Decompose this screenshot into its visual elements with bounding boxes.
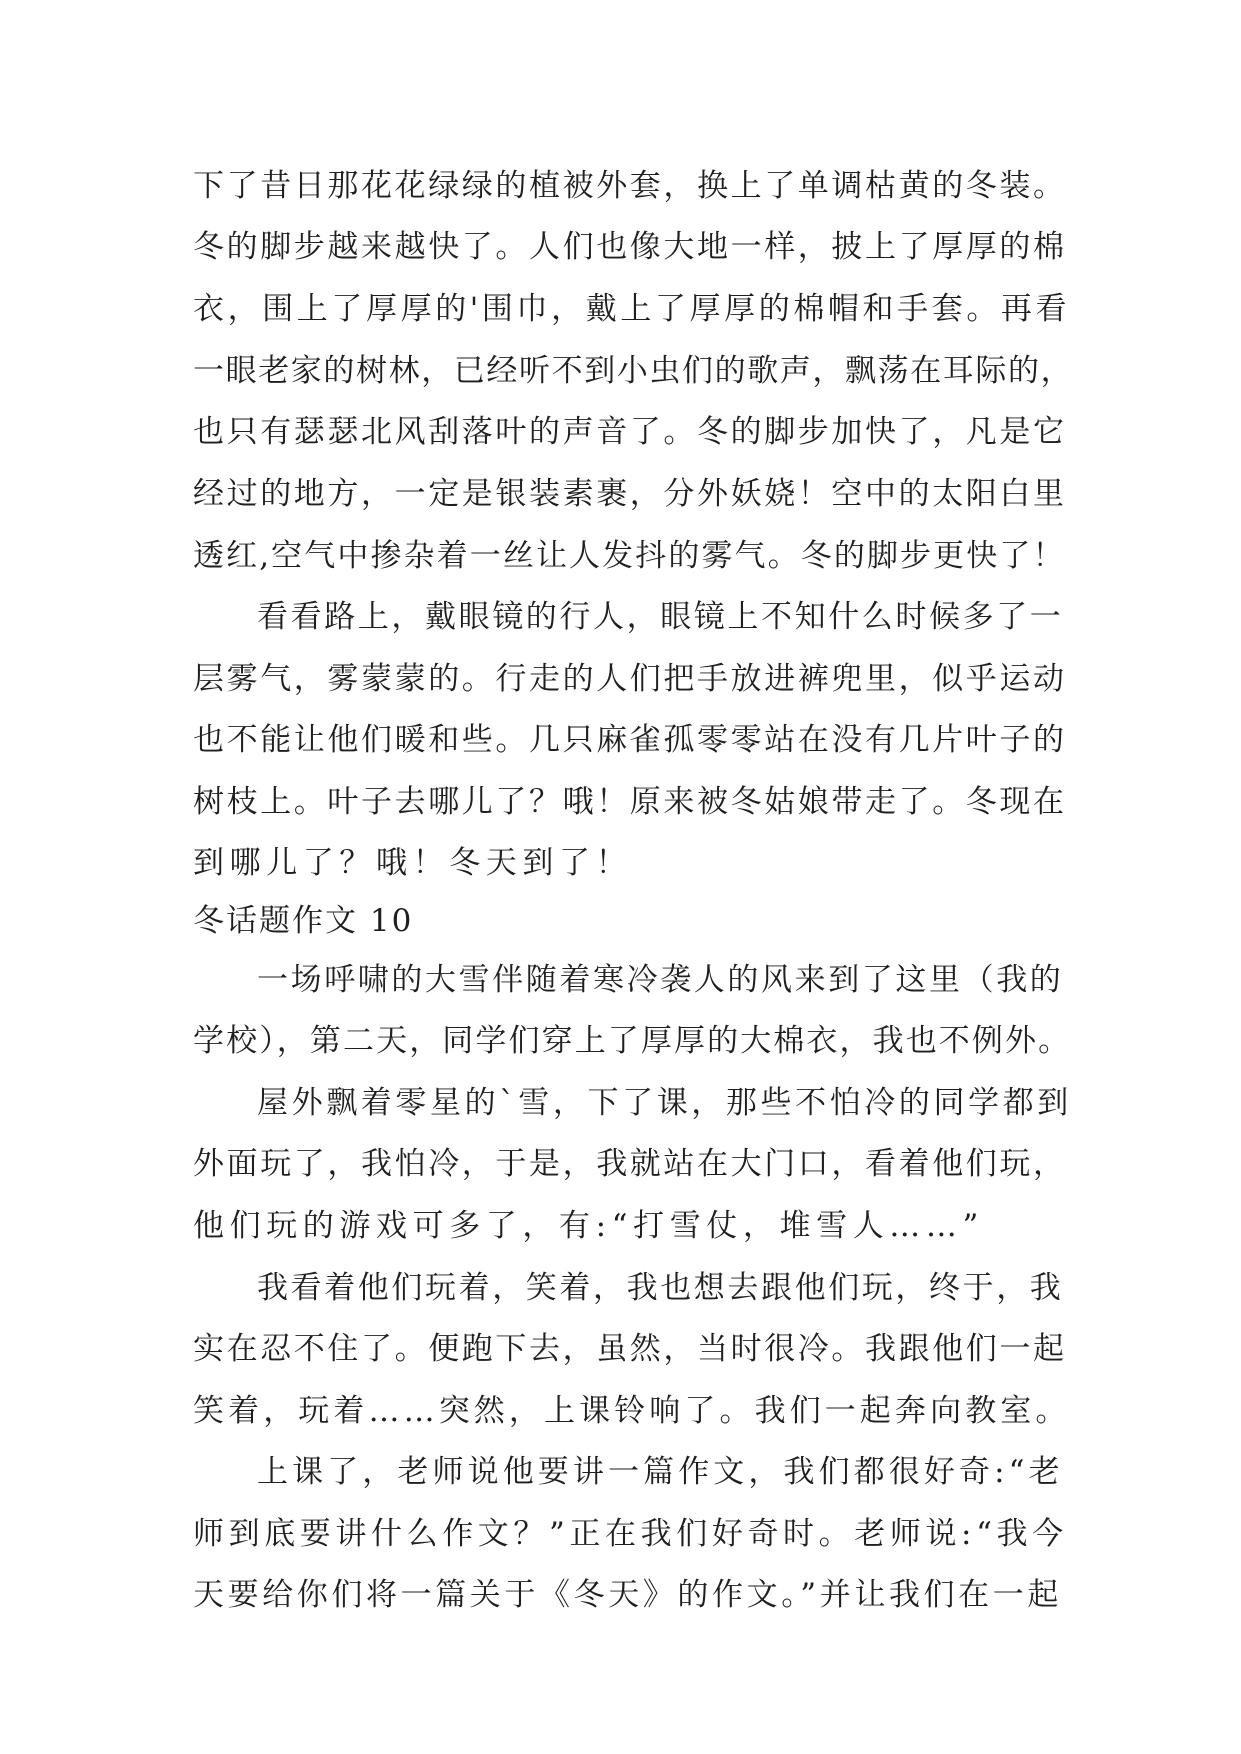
text-line: 屋外飘着零星的`雪，下了课，那些不怕冷的同学都到 xyxy=(257,1085,1072,1121)
text-line: 外面玩了，我怕冷，于是，我就站在大门口，看着他们玩， xyxy=(193,1146,1067,1182)
text-line: 一场呼啸的大雪伴随着寒冷袭人的风来到了这里（我的 xyxy=(257,962,1064,998)
text-line: 他们玩的游戏可多了，有:“打雪仗，堆雪人……” xyxy=(193,1208,984,1244)
text-line: 下了昔日那花花绿绿的植被外套，换上了单调枯黄的冬装。 xyxy=(193,168,1067,204)
text-line: 上课了，老师说他要讲一篇作文，我们都很好奇:“老 xyxy=(257,1454,1064,1490)
text-line: 师到底要讲什么作文？”正在我们好奇时。老师说:“我今 xyxy=(193,1516,1068,1552)
text-line: 我看着他们玩着，笑着，我也想去跟他们玩，终于，我 xyxy=(257,1270,1064,1306)
text-line: 天要给你们将一篇关于《冬天》的作文。”并让我们在一起 xyxy=(193,1577,1062,1613)
text-line: 层雾气，雾蒙蒙的。行走的人们把手放进裤兜里，似乎运动 xyxy=(193,661,1067,697)
text-line: 看看路上，戴眼镜的行人，眼镜上不知什么时候多了一 xyxy=(257,599,1064,635)
text-line: 经过的地方，一定是银装素裹，分外妖娆！空中的太阳白里 xyxy=(193,476,1067,512)
text-line: 到哪儿了？哦！冬天到了！ xyxy=(193,845,633,881)
text-line: 树枝上。叶子去哪儿了？哦！原来被冬姑娘带走了。冬现在 xyxy=(193,784,1067,820)
text-line: 也只有瑟瑟北风刮落叶的声音了。冬的脚步加快了，凡是它 xyxy=(193,414,1067,450)
text-line: 实在忍不住了。便跑下去，虽然，当时很冷。我跟他们一起 xyxy=(193,1331,1067,1367)
section-heading: 冬话题作文 10 xyxy=(193,903,414,939)
text-line: 衣，围上了厚厚的'围巾，戴上了厚厚的棉帽和手套。再看 xyxy=(193,291,1071,327)
text-line: 冬的脚步越来越快了。人们也像大地一样，披上了厚厚的棉 xyxy=(193,229,1067,265)
text-line: 一眼老家的树林，已经听不到小虫们的歌声，飘荡在耳际的， xyxy=(193,353,1074,389)
text-line: 笑着，玩着……突然，上课铃响了。我们一起奔向教室。 xyxy=(193,1393,1071,1429)
text-line: 透红,空气中掺杂着一丝让人发抖的雾气。冬的脚步更快了！ xyxy=(193,538,1066,574)
text-line: 也不能让他们暖和些。几只麻雀孤零零站在没有几片叶子的 xyxy=(193,722,1067,758)
text-line: 学校），第二天，同学们穿上了厚厚的大棉衣，我也不例外。 xyxy=(193,1023,1072,1059)
